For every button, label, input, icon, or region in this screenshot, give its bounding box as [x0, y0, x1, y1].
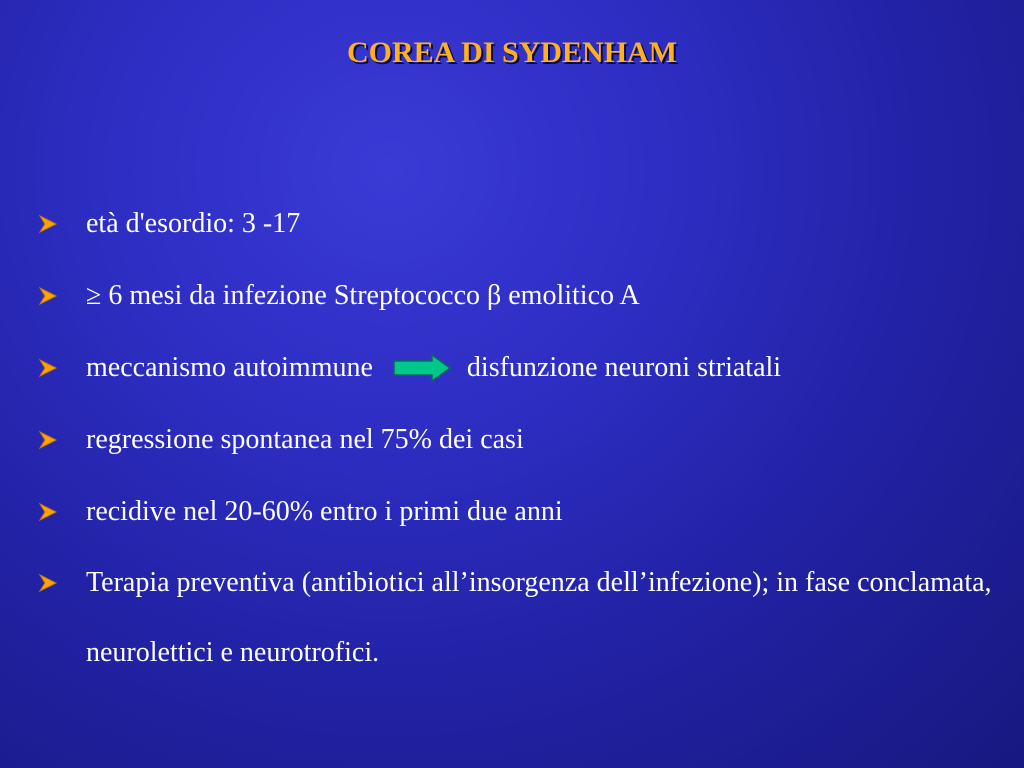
orange-arrowhead-icon: [38, 286, 58, 306]
slide-title: COREA DI SYDENHAM: [346, 36, 678, 69]
right-arrow-icon: [392, 354, 452, 382]
orange-arrowhead-icon: [38, 573, 58, 593]
orange-arrowhead-icon: [38, 502, 58, 522]
bullet-text: recidive nel 20-60% entro i primi due anni: [86, 496, 563, 527]
orange-arrowhead-icon: [38, 430, 58, 450]
bullet-list: [38, 200, 998, 712]
bullet-text: regressione spontanea nel 75% dei casi: [86, 424, 524, 455]
bullet-text-before-arrow: meccanismo autoimmune: [86, 352, 373, 383]
bullet-item: [38, 272, 998, 320]
bullet-item: [38, 344, 998, 392]
bullet-item: [38, 200, 998, 248]
bullet-item: [38, 416, 998, 464]
bullet-text: ≥ 6 mesi da infezione Streptococco β emolitico A: [86, 280, 640, 311]
bullet-item: [38, 488, 998, 536]
orange-arrowhead-icon: [38, 214, 58, 234]
orange-arrowhead-icon: [38, 358, 58, 378]
bullet-text: Terapia preventiva (antibiotici all’insorgenza dell’infezione); in fase conclamata, neurolettici e neurotrofici.: [86, 567, 992, 668]
bullet-text-after-arrow: disfunzione neuroni striatali: [466, 352, 782, 383]
bullet-text: età d'esordio: 3 -17: [86, 208, 301, 239]
bullet-item: [38, 548, 998, 688]
